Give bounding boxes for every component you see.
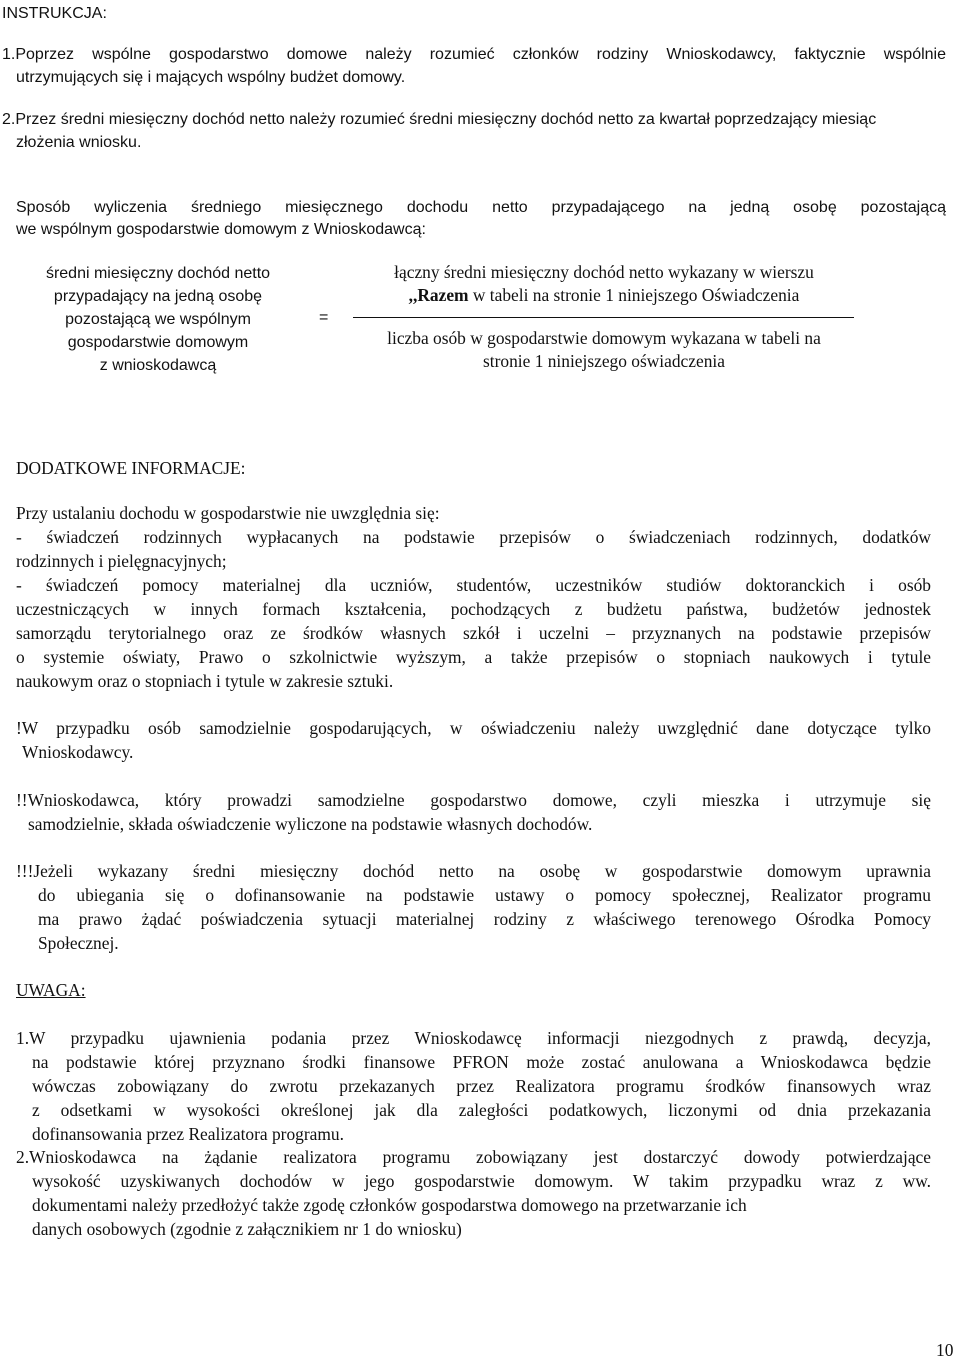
warning-item-2-line-4: danych osobowych (zgodnie z załącznikiem nr 1 do wniosku): [32, 1219, 462, 1239]
exclusion-1-line-2: rodzinnych i pielęgnacyjnych;: [16, 551, 227, 571]
formula-left-line: przypadający na jedną osobę: [53, 288, 263, 305]
instruction-item-1-line-1: 1.Poprzez wspólne gospodarstwo domowe należy rozumieć członków rodziny Wnioskodawcy, faktycznie wspólnie: [2, 46, 946, 63]
instruction-heading: INSTRUKCJA:: [2, 5, 107, 22]
note-1-line-2: Wnioskodawcy.: [22, 742, 134, 762]
exclusion-2-line-1: - świadczeń pomocy materialnej dla uczniów, studentów, uczestników studiów doktoranckich i osób: [16, 575, 931, 595]
exclusion-1-line-1: - świadczeń rodzinnych wypłacanych na podstawie przepisów o świadczeniach rodzinnych, dodatków: [16, 527, 931, 547]
note-2-line-1: !!Wnioskodawca, który prowadzi samodzielne gospodarstwo domowe, czyli mieszka i utrzymuje się: [16, 790, 931, 810]
note-3-line-4: Społecznej.: [38, 933, 119, 953]
formula-denominator-line-2: stronie 1 niniejszego oświadczenia: [483, 351, 725, 371]
formula-left-side: [18, 262, 298, 377]
warning-item-1-line-2: na podstawie której przyznano środki finansowe PFRON może zostać anulowana a Wnioskodawca będzie: [32, 1052, 931, 1072]
instruction-item-1-line-2: utrzymujących się i mających wspólny budżet domowy.: [16, 69, 406, 86]
formula-left-line: średni miesięczny dochód netto: [45, 265, 271, 282]
warning-item-1-line-1: 1.W przypadku ujawnienia podania przez Wnioskodawcę informacji niezgodnych z prawdą, decyzja,: [16, 1028, 931, 1048]
formula-left-line: gospodarstwie domowym: [67, 334, 249, 351]
note-1-line-1: !W przypadku osób samodzielnie gospodarujących, w oświadczeniu należy uwzględnić dane dotyczące tylko: [16, 718, 931, 738]
formula-left-line: pozostającą we wspólnym: [65, 311, 251, 328]
additional-info-heading: DODATKOWE INFORMACJE:: [16, 458, 246, 478]
warning-heading: UWAGA:: [16, 980, 86, 1000]
formula-left-line: z wnioskodawcą: [99, 357, 217, 374]
formula-numerator-line-1: łączny średni miesięczny dochód netto wykazany w wierszu: [394, 262, 814, 282]
formula-denominator-line-1: liczba osób w gospodarstwie domowym wykazana w tabeli na: [387, 328, 821, 348]
exclusion-2-line-5: naukowym oraz o stopniach i tytule w zakresie sztuki.: [16, 671, 394, 691]
calculation-method-line-1: Sposób wyliczenia średniego miesięcznego dochodu netto przypadającego na jedną osobę pozostającą: [16, 199, 946, 216]
warning-item-1-line-3: wówczas zobowiązany do zwrotu przekazanych przez Realizatora programu środków finansowych wraz: [32, 1076, 931, 1096]
formula-numerator-line-2: [340, 283, 868, 307]
note-2-line-2: samodzielnie, składa oświadczenie wyliczone na podstawie własnych dochodów.: [28, 814, 593, 834]
formula-numerator-rest: w tabeli na stronie 1 niniejszego Oświadczenia: [468, 285, 800, 305]
warning-item-2-line-2: wysokość uzyskiwanych dochodów w jego gospodarstwie domowym. W takim przypadku wraz z ww.: [32, 1171, 931, 1191]
razem-label: ,,Razem: [408, 285, 469, 305]
exclusion-2-line-2: uczestniczących w innych formach kształcenia, pochodzących z budżetu państwa, budżetów jednostek: [16, 599, 931, 619]
warning-item-1-line-4: z odsetkami w wysokości określonej jak dla zaległości podatkowych, liczonymi od dnia przekazania: [32, 1100, 931, 1120]
warning-item-2-line-1: 2.Wnioskodawca na żądanie realizatora programu zobowiązany jest dostarczyć dowody potwierdzające: [16, 1147, 931, 1167]
instruction-item-2-line-2: złożenia wniosku.: [16, 134, 142, 151]
fraction-line: [353, 317, 854, 318]
exclusion-2-line-4: o systemie oświaty, Prawo o szkolnictwie wyższym, a także przepisów o stopniach naukowych i tytule: [16, 647, 931, 667]
instruction-item-2-line-1: 2.Przez średni miesięczny dochód netto należy rozumieć średni miesięczny dochód netto za kwartał poprzedzający miesiąc: [2, 111, 877, 128]
note-3-line-2: do ubiegania się o dofinansowanie na podstawie ustawy o pomocy społecznej, Realizator programu: [38, 885, 931, 905]
note-3-line-1: !!!Jeżeli wykazany średni miesięczny dochód netto na osobę w gospodarstwie domowym uprawnia: [16, 861, 931, 881]
warning-item-1-line-5: dofinansowania przez Realizatora programu.: [32, 1124, 344, 1144]
note-3-line-3: ma prawo żądać poświadczenia sytuacji materialnej rodziny z właściwego terenowego Ośrodka Pomocy: [38, 909, 931, 929]
calculation-method-line-2: we wspólnym gospodarstwie domowym z Wnioskodawcą:: [16, 221, 426, 238]
formula-equals-sign: =: [319, 309, 329, 326]
warning-item-2-line-3: dokumentami należy przedłożyć także zgodę członków gospodarstwa domowego na przetwarzanie ich: [32, 1195, 747, 1215]
additional-info-intro: Przy ustalaniu dochodu w gospodarstwie nie uwzględnia się:: [16, 503, 440, 523]
exclusion-2-line-3: samorządu terytorialnego oraz ze środków własnych szkół i uczelni – przyznanych na podstawie przepisów: [16, 623, 931, 643]
page-number: 10: [936, 1340, 954, 1360]
